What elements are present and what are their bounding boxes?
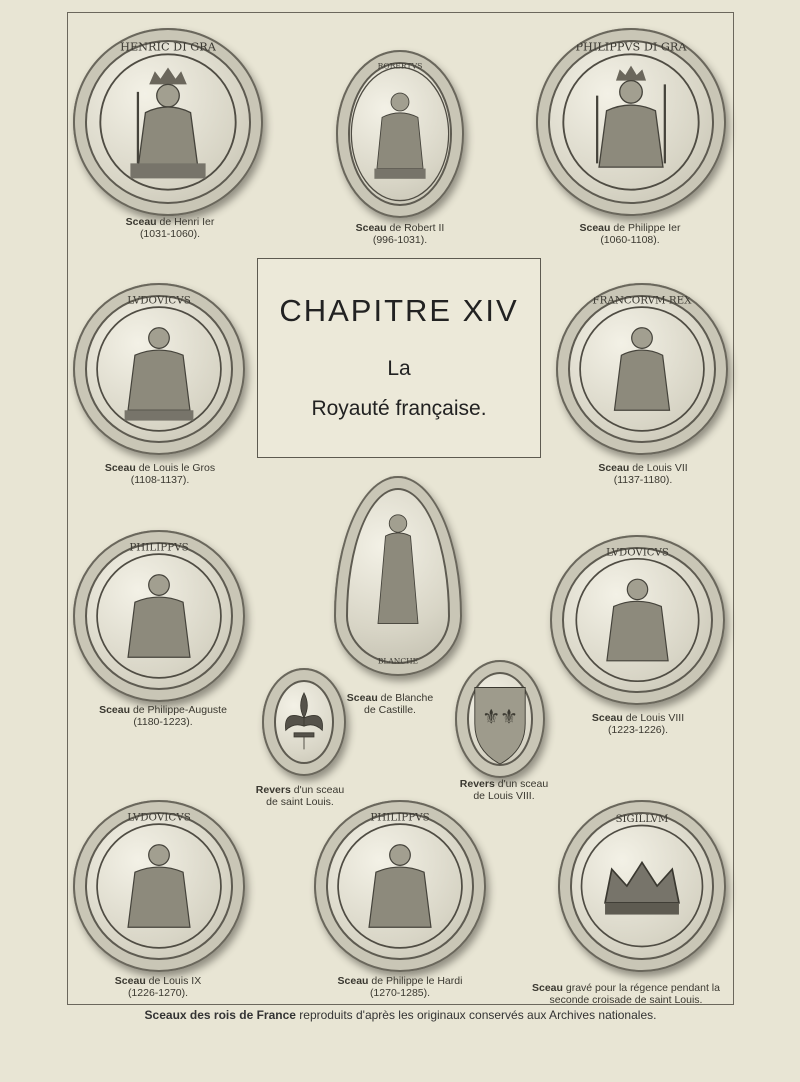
seal-henri-1 <box>73 28 263 216</box>
chapter-title-box <box>257 258 541 458</box>
seal-legend: LVDOVICVS <box>606 547 669 559</box>
chapter-title-line-1: La <box>387 357 411 380</box>
chapter-title-line-2: Royauté française. <box>311 397 487 420</box>
seal-philippe-auguste <box>73 530 245 702</box>
fleur-de-lis-icon <box>262 668 346 776</box>
plate-caption-rest: reproduits d'après les originaux conservés aux Archives nationales. <box>299 1008 657 1022</box>
seal-legend: ROBERTVS <box>377 61 423 71</box>
seal-legend: HENRIC DI GRA <box>120 40 216 54</box>
seal-louis-le-gros <box>73 283 245 455</box>
seal-louis-7 <box>556 283 728 455</box>
caption-louis-le-gros: Sceau de Louis le Gros (1108-1137). <box>104 462 216 486</box>
svg-text:⚜⚜: ⚜⚜ <box>482 705 518 729</box>
enthroned-king-figure <box>550 535 725 705</box>
seal-louis-8 <box>550 535 725 705</box>
seal-legend: PHILIPPVS DI GRA <box>575 40 687 54</box>
seal-blanche-de-castille <box>334 476 462 676</box>
enthroned-king-figure <box>73 283 245 455</box>
enthroned-king-figure <box>73 800 245 972</box>
caption-louis-8: Sceau de Louis VIII (1223-1226). <box>591 712 685 736</box>
seal-reverse-louis-8 <box>455 660 545 778</box>
standing-queen-figure <box>334 476 462 676</box>
seal-philippe-le-hardi <box>314 800 486 972</box>
seal-legend: FRANCORVM REX <box>592 294 692 307</box>
caption-louis-9: Sceau de Louis IX (1226-1270). <box>114 975 202 999</box>
caption-regence: Sceau gravé pour la régence pendant la seconde croisade de saint Louis. <box>532 982 720 1006</box>
plate-caption-bold: Sceaux des rois de France <box>144 1008 296 1022</box>
enthroned-king-figure <box>314 800 486 972</box>
caption-henri-1: Sceau de Henri Ier (1031-1060). <box>125 216 215 240</box>
seal-legend: PHILIPPVS <box>370 811 430 824</box>
caption-reverse-louis-8: Revers d'un sceau de Louis VIII. <box>459 778 549 802</box>
seal-regence <box>558 800 726 972</box>
seal-reverse-saint-louis <box>262 668 346 776</box>
enthroned-king-figure <box>73 530 245 702</box>
seal-robert-2 <box>336 50 464 218</box>
plate-caption <box>67 1008 734 1022</box>
crown-icon <box>558 800 726 972</box>
enthroned-king-figure <box>73 28 263 216</box>
caption-philippe-auguste: Sceau de Philippe-Auguste (1180-1223). <box>99 704 227 728</box>
enthroned-king-figure <box>536 28 726 216</box>
enthroned-king-figure <box>336 50 464 218</box>
caption-louis-7: Sceau de Louis VII (1137-1180). <box>598 462 688 486</box>
seal-legend: LVDOVICVS <box>127 294 191 307</box>
chapter-heading: CHAPITRE XIV <box>279 293 519 328</box>
fleur-de-lis-shield-icon <box>455 660 545 778</box>
seal-legend: PHILIPPVS <box>129 541 189 554</box>
seal-louis-9 <box>73 800 245 972</box>
seal-legend: LVDOVICVS <box>127 811 191 824</box>
seal-philippe-1 <box>536 28 726 216</box>
caption-philippe-le-hardi: Sceau de Philippe le Hardi (1270-1285). <box>337 975 463 999</box>
caption-reverse-saint-louis: Revers d'un sceau de saint Louis. <box>255 784 345 808</box>
enthroned-king-figure <box>556 283 728 455</box>
caption-blanche-de-castille: Sceau de Blanche de Castille. <box>346 692 434 716</box>
seal-legend: BLANCHE <box>377 656 419 666</box>
caption-robert-2: Sceau de Robert II (996-1031). <box>355 222 445 246</box>
caption-philippe-1: Sceau de Philippe Ier (1060-1108). <box>579 222 681 246</box>
seal-legend: SIGILLVM <box>615 814 669 826</box>
